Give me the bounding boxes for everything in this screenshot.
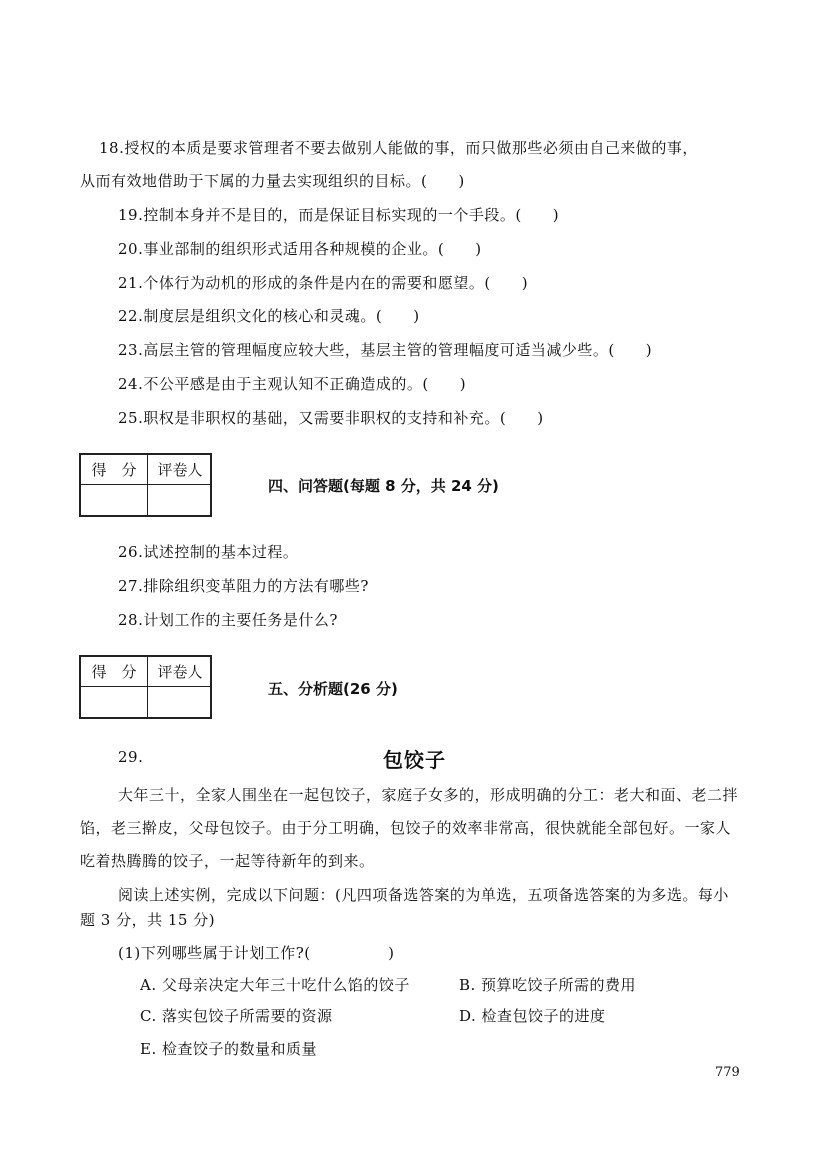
score-label: 得 分 (91, 461, 137, 479)
grader-label: 评卷人 (157, 663, 203, 681)
question-24: 24.不公平感是由于主观认知不正确造成的。( ) (118, 375, 467, 393)
case-paragraph-line3: 吃着热腾腾的饺子，一起等待新年的到来。 (80, 852, 375, 870)
question-25: 25.职权是非职权的基础，又需要非职权的支持和补充。( ) (118, 409, 544, 427)
case-number: 29. (118, 748, 144, 766)
section5-title: 五、分析题(26 分) (268, 680, 398, 698)
question-23: 23.高层主管的管理幅度应较大些，基层主管的管理幅度可适当减少些。( ) (118, 341, 653, 359)
page-number: 779 (715, 1065, 740, 1080)
sub-question-1: (1)下列哪些属于计划工作?( ) (118, 944, 395, 962)
question-18-line2: 从而有效地借助于下属的力量去实现组织的目标。( ) (80, 172, 465, 190)
question-26: 26.试述控制的基本过程。 (118, 543, 299, 561)
question-21: 21.个体行为动机的形成的条件是内在的需要和愿望。( ) (118, 274, 529, 292)
section4-title: 四、问答题(每题 8 分，共 24 分) (268, 477, 499, 495)
option-a: A. 父母亲决定大年三十吃什么馅的饺子 (140, 976, 410, 994)
case-paragraph-line2: 馅，老三擀皮，父母包饺子。由于分工明确，包饺子的效率非常高，很快就能全部包好。一家人 (80, 819, 732, 837)
case-paragraph-line1: 大年三十，全家人围坐在一起包饺子，家庭子女多的，形成明确的分工：老大和面、老二拌 (118, 786, 739, 804)
grader-label: 评卷人 (157, 461, 203, 479)
case-title: 包饺子 (383, 748, 446, 772)
score-box-section5 (79, 655, 212, 719)
option-b: B. 预算吃饺子所需的费用 (459, 976, 637, 994)
question-18-line1: 18.授权的本质是要求管理者不要去做别人能做的事，而只做那些必须由自己来做的事， (99, 139, 698, 157)
question-27: 27.排除组织变革阻力的方法有哪些? (118, 577, 369, 595)
case-instruction-line2: 题 3 分，共 15 分) (80, 911, 216, 929)
option-d: D. 检查包饺子的进度 (459, 1007, 606, 1025)
case-instruction-line1: 阅读上述实例，完成以下问题：(凡四项备选答案的为单选，五项备选答案的为多选。每小 (118, 886, 729, 904)
question-20: 20.事业部制的组织形式适用各种规模的企业。( ) (118, 240, 482, 258)
score-box-section4 (79, 453, 212, 517)
score-label: 得 分 (91, 663, 137, 681)
question-28: 28.计划工作的主要任务是什么? (118, 611, 338, 629)
option-c: C. 落实包饺子所需要的资源 (140, 1007, 333, 1025)
option-e: E. 检查饺子的数量和质量 (140, 1040, 317, 1058)
question-22: 22.制度层是组织文化的核心和灵魂。( ) (118, 307, 420, 325)
question-19: 19.控制本身并不是目的，而是保证目标实现的一个手段。( ) (118, 206, 560, 224)
